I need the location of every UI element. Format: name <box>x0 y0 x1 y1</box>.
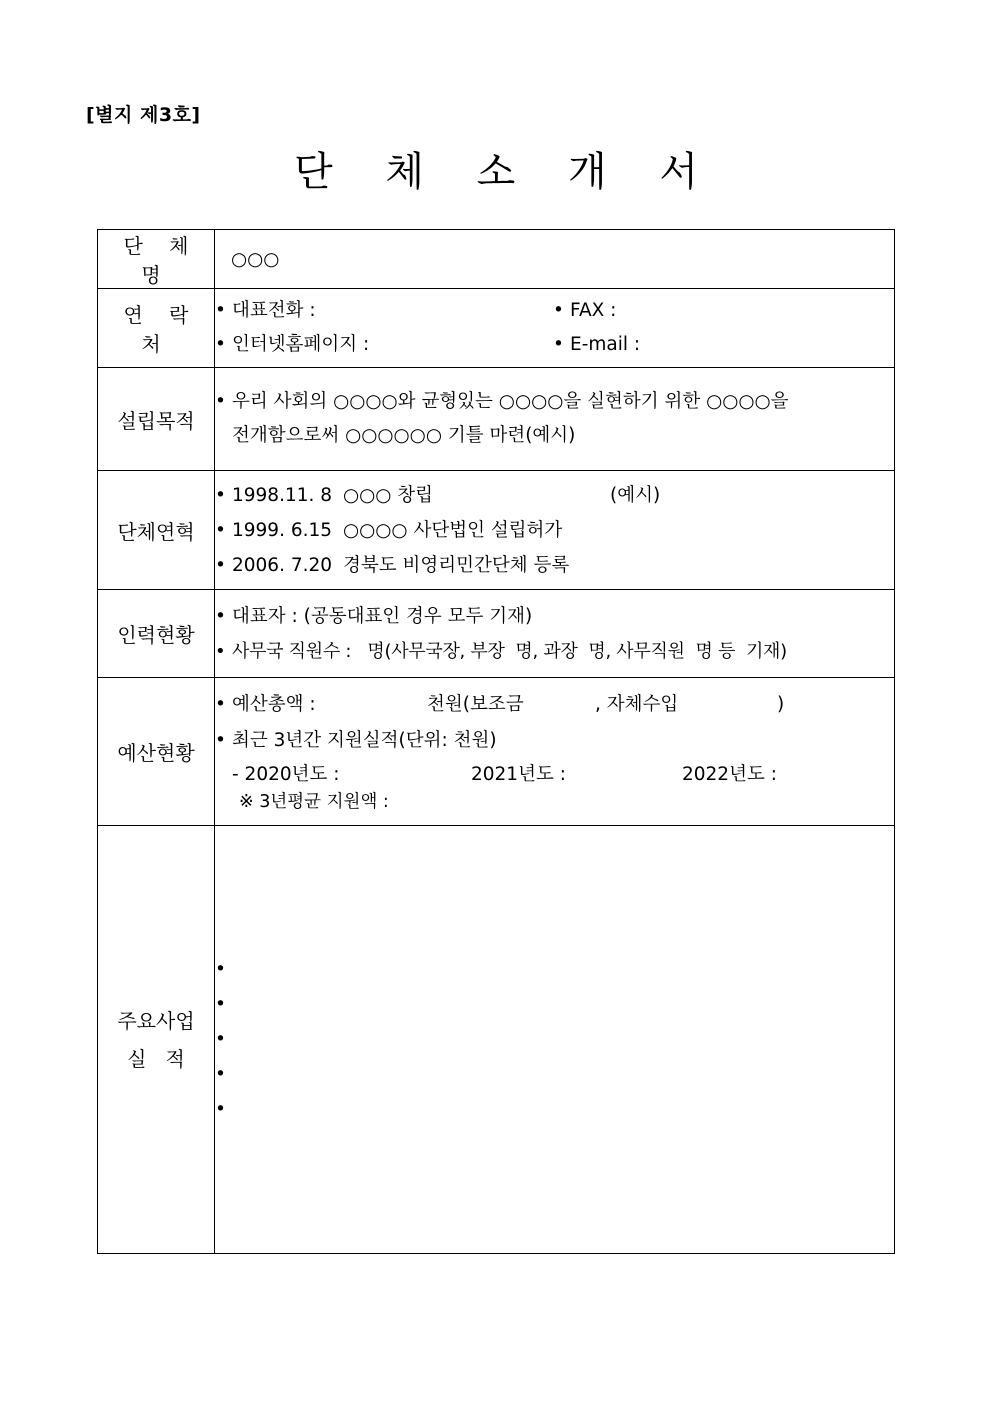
bullet-icon: • <box>215 334 226 355</box>
bullet-icon: • <box>215 1099 226 1120</box>
budget-self-income[interactable]: , 자체수입 <box>595 693 679 715</box>
cell-purpose <box>215 368 895 471</box>
row-history <box>98 471 895 590</box>
label-projects <box>98 826 215 1254</box>
phone-label[interactable]: 대표전화 : <box>232 300 316 321</box>
annex-label: [별지 제3호] <box>86 104 201 126</box>
history-date: 1998.11. 8 <box>232 484 333 506</box>
year-2020-label[interactable]: - 2020년도 : <box>232 763 340 785</box>
history-text: ○○○○ 사단법인 설립허가 <box>343 519 563 541</box>
bullet-icon: • <box>215 484 226 506</box>
row-contact <box>98 289 895 368</box>
cell-history <box>215 471 895 590</box>
support-title: 최근 3년간 지원실적(단위: 천원) <box>232 729 497 751</box>
bullet-icon: • <box>215 391 226 412</box>
purpose-line-2: 전개함으로써 ○○○○○○ 기틀 마련(예시) <box>232 425 576 446</box>
staff-line-1[interactable]: 대표자 : (공동대표인 경우 모두 기재) <box>232 605 533 627</box>
project-item[interactable] <box>215 1092 894 1127</box>
label-purpose: 설립목적 <box>98 368 215 471</box>
purpose-line-1: 우리 사회의 ○○○○와 균형있는 ○○○○을 실현하기 위한 ○○○○을 <box>232 391 789 412</box>
history-item <box>215 513 894 548</box>
history-note: (예시) <box>610 484 661 506</box>
bullet-icon: • <box>215 640 226 662</box>
email-label[interactable]: E-mail : <box>570 334 641 355</box>
label-contact: 연 락 처 <box>98 289 215 368</box>
row-projects <box>98 826 895 1254</box>
label-budget: 예산현황 <box>98 678 215 826</box>
label-history: 단체연혁 <box>98 471 215 590</box>
row-staff <box>98 590 895 678</box>
history-text: 경북도 비영리민간단체 등록 <box>343 554 570 576</box>
project-item[interactable] <box>215 1057 894 1092</box>
history-text: ○○○ 창립 <box>343 484 434 506</box>
label-projects-line-2: 실 적 <box>127 1046 185 1071</box>
row-budget <box>98 678 895 826</box>
bullet-icon: • <box>215 693 226 715</box>
homepage-label[interactable]: 인터넷홈페이지 : <box>232 334 370 355</box>
cell-org-name <box>215 230 895 289</box>
budget-unit-text: 천원(보조금 <box>427 693 524 715</box>
history-item <box>215 548 894 583</box>
label-staff: 인력현황 <box>98 590 215 678</box>
project-item[interactable] <box>215 952 894 987</box>
bullet-icon: • <box>215 1064 226 1085</box>
budget-close-paren: ) <box>777 693 785 715</box>
cell-contact <box>215 289 895 368</box>
staff-line-2[interactable]: 사무국 직원수 : 명(사무국장, 부장 명, 과장 명, 사무직원 명 등 기재) <box>232 640 787 662</box>
budget-total-label[interactable]: 예산총액 : <box>232 693 316 715</box>
bullet-icon: • <box>553 300 564 321</box>
bullet-icon: • <box>215 994 226 1015</box>
bullet-icon: • <box>215 300 226 321</box>
row-purpose <box>98 368 895 471</box>
history-date: 1999. 6.15 <box>232 519 333 541</box>
label-projects-line-1: 주요사업 <box>117 1008 195 1033</box>
cell-projects[interactable] <box>215 826 895 1254</box>
projects-bullet-list <box>215 952 894 1127</box>
org-name-value[interactable]: ○○○ <box>231 248 280 270</box>
year-2022-label[interactable]: 2022년도 : <box>682 763 777 785</box>
bullet-icon: • <box>215 729 226 751</box>
cell-budget <box>215 678 895 826</box>
bullet-icon: • <box>215 554 226 576</box>
row-org-name <box>98 230 895 289</box>
bullet-icon: • <box>215 959 226 980</box>
cell-staff <box>215 590 895 678</box>
history-item <box>215 478 894 513</box>
average-support-label[interactable]: ※ 3년평균 지원액 : <box>239 791 389 812</box>
label-org-name: 단 체 명 <box>98 230 215 289</box>
year-2021-label[interactable]: 2021년도 : <box>471 763 566 785</box>
bullet-icon: • <box>215 605 226 627</box>
bullet-icon: • <box>215 1029 226 1050</box>
project-item[interactable] <box>215 1022 894 1057</box>
org-intro-form <box>97 229 895 1254</box>
bullet-icon: • <box>553 334 564 355</box>
history-date: 2006. 7.20 <box>232 554 333 576</box>
project-item[interactable] <box>215 987 894 1022</box>
fax-label[interactable]: FAX : <box>570 300 617 321</box>
document-title: 단 체 소 개 서 <box>293 149 719 195</box>
bullet-icon: • <box>215 519 226 541</box>
